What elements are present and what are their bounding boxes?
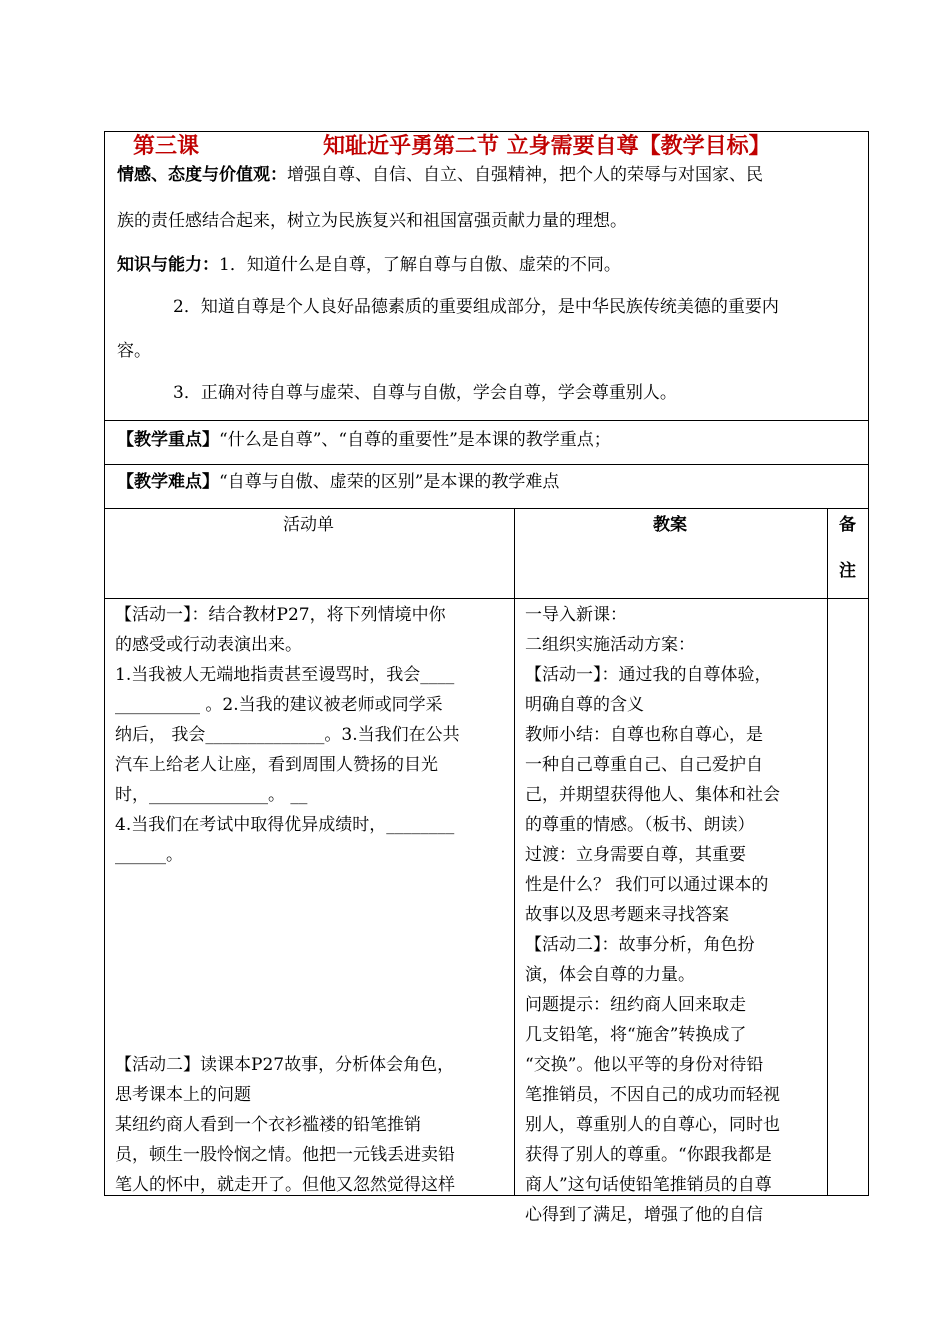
- lesson-plan-line: “交换”。他以平等的身份对待铅: [525, 1055, 764, 1075]
- activity-line: 时，______________。 __: [115, 785, 308, 805]
- lesson-plan-content: [525, 600, 780, 1230]
- lesson-plan-line: 获得了别人的尊重。“你跟我都是: [525, 1145, 772, 1165]
- teaching-difficulty: 【教学难点】“自尊与自傲、虚荣的区别”是本课的教学难点: [117, 472, 560, 492]
- activity-line: 思考课本上的问题: [115, 1085, 251, 1105]
- column-header-notes-1: 备: [839, 515, 856, 535]
- lesson-plan-line: 别人，尊重别人的自尊心，同时也: [525, 1115, 780, 1135]
- lesson-title: 知耻近乎勇第二节 立身需要自尊【教学目标】: [323, 134, 771, 159]
- activity-line: 某纽约商人看到一个衣衫褴褛的铅笔推销: [115, 1115, 421, 1135]
- activity-line: 纳后， 我会______________。3.当我们在公共: [115, 725, 460, 745]
- knowledge-objective-label: 知识与能力：: [117, 255, 219, 275]
- lesson-plan-line: 几支铅笔，将“施舍”转换成了: [525, 1025, 747, 1045]
- emotion-objective-label: 情感、态度与价值观：: [117, 165, 287, 185]
- lesson-plan-line: 问题提示：纽约商人回来取走: [525, 995, 746, 1015]
- lesson-plan-line: 心得到了满足，增强了他的自信: [525, 1205, 763, 1225]
- emotion-objective-line2: 族的责任感结合起来，树立为民族复兴和祖国富强贡献力量的理想。: [117, 211, 627, 231]
- column-header-lesson-plan: 教案: [653, 515, 687, 535]
- activity-line: 【活动一】：结合教材P27，将下列情境中你: [115, 605, 446, 625]
- knowledge-objective-item2-cont: 容。: [117, 341, 151, 361]
- lesson-plan-line: 笔推销员，不因自己的成功而轻视: [525, 1085, 780, 1105]
- teaching-focus-label: 【教学重点】: [117, 430, 219, 450]
- knowledge-objective-item2: 2．知道自尊是个人良好品德素质的重要组成部分，是中华民族传统美德的重要内: [173, 297, 779, 317]
- activity-line: 员，顿生一股怜悯之情。他把一元钱丢进卖铅: [115, 1145, 455, 1165]
- activity-line: 4.当我们在考试中取得优异成绩时，________: [115, 815, 455, 835]
- teaching-difficulty-label: 【教学难点】: [117, 472, 219, 492]
- activity-line: ______。: [115, 845, 183, 865]
- lesson-plan-line: 故事以及思考题来寻找答案: [525, 905, 729, 925]
- lesson-plan-line: 教师小结：自尊也称自尊心，是: [525, 725, 763, 745]
- column-header-activity: 活动单: [283, 515, 334, 535]
- lesson-number: 第三课: [133, 134, 200, 159]
- lesson-plan-line: 演，体会自尊的力量。: [525, 965, 695, 985]
- divider: [105, 464, 868, 465]
- activity-line: 的感受或行动表演出来。: [115, 635, 302, 655]
- lesson-plan-line: 【活动二】：故事分析，角色扮: [525, 935, 755, 955]
- lesson-plan-line: 二组织实施活动方案：: [525, 635, 695, 655]
- activity-line: 汽车上给老人让座，看到周围人赞扬的目光: [115, 755, 438, 775]
- column-divider: [514, 508, 515, 1195]
- lesson-plan-table: [104, 131, 869, 1225]
- lesson-plan-line: 一导入新课：: [525, 605, 627, 625]
- activity-line: __________ 。2.当我的建议被老师或同学采: [115, 695, 443, 715]
- knowledge-objective-line1: 知识与能力：1．知道什么是自尊，了解自尊与自傲、虚荣的不同。: [117, 255, 621, 275]
- divider: [105, 420, 868, 421]
- column-divider: [827, 508, 828, 1195]
- lesson-plan-line: 己，并期望获得他人、集体和社会: [525, 785, 780, 805]
- teaching-focus: 【教学重点】“什么是自尊”、“自尊的重要性”是本课的教学重点；: [117, 430, 611, 450]
- lesson-plan-line: 过渡：立身需要自尊，其重要: [525, 845, 746, 865]
- activity-sheet-part1: [115, 600, 460, 870]
- divider: [105, 508, 868, 509]
- activity-line: 1.当我被人无端地指责甚至谩骂时，我会____: [115, 665, 455, 685]
- activity-line: 【活动二】读课本P27故事，分析体会角色，: [115, 1055, 455, 1075]
- lesson-plan-line: 的尊重的情感。（板书、朗读）: [525, 815, 755, 835]
- lesson-plan-line: 明确自尊的含义: [525, 695, 644, 715]
- lesson-plan-line: 一种自己尊重自己、自己爱护自: [525, 755, 763, 775]
- activity-sheet-part2: [115, 1050, 455, 1200]
- lesson-plan-line: 商人”这句话使铅笔推销员的自尊: [525, 1175, 772, 1195]
- column-header-notes-2: 注: [839, 561, 856, 581]
- emotion-objective-line1: 情感、态度与价值观：增强自尊、自信、自立、自强精神，把个人的荣辱与对国家、民: [117, 165, 763, 185]
- divider: [105, 598, 868, 599]
- lesson-plan-line: 性是什么？ 我们可以通过课本的: [525, 875, 769, 895]
- activity-line: 笔人的怀中，就走开了。但他又忽然觉得这样: [115, 1175, 455, 1195]
- knowledge-objective-item3: 3．正确对待自尊与虚荣、自尊与自傲，学会自尊，学会尊重别人。: [173, 383, 677, 403]
- lesson-plan-line: 【活动一】：通过我的自尊体验，: [525, 665, 772, 685]
